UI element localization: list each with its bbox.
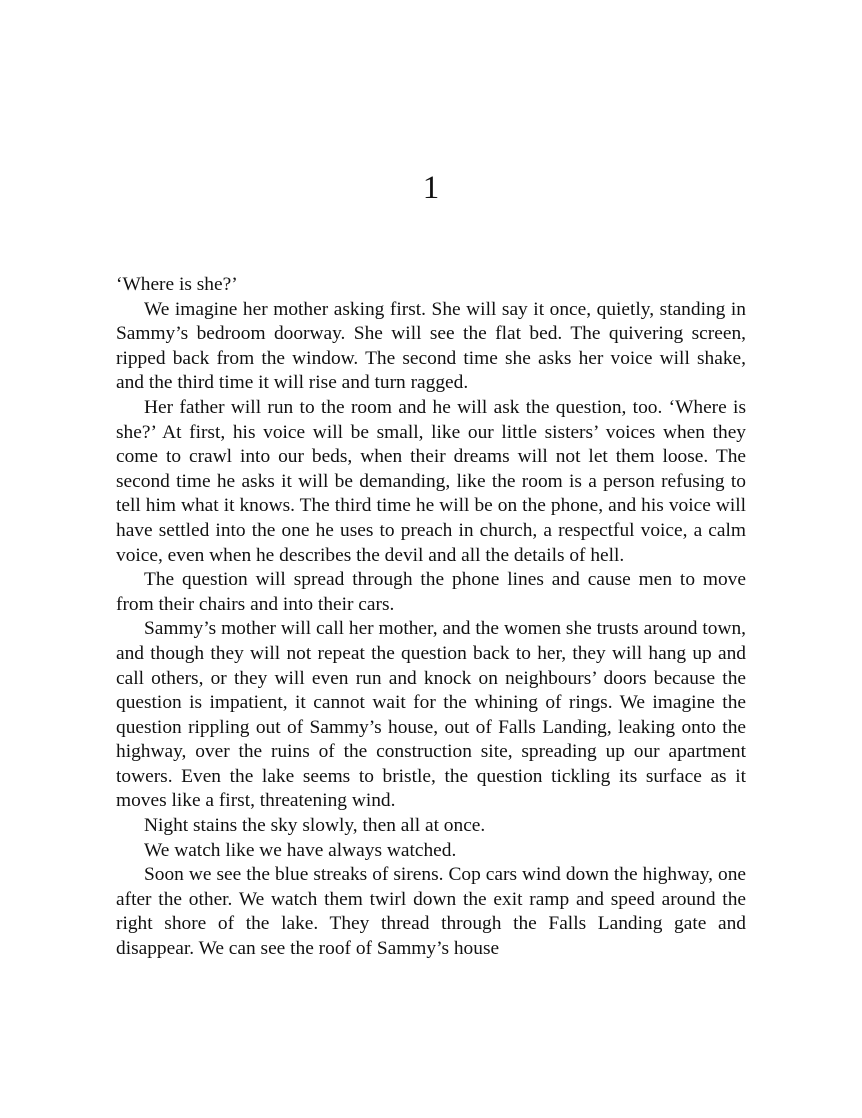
paragraph: Night stains the sky slowly, then all at once. (144, 815, 486, 837)
paragraph: We watch like we have always watched. (144, 839, 457, 861)
paragraph: Her father will run to the room and he will ask the question, too. ‘Where is she?’ At first, his voice will be small, like our little sisters’ voices when they come to crawl into our beds, when their dreams will not let them loose. The second time he asks it will be demanding, like the room is a person refusing to tell him what it knows. The third time he will be on the phone, and his voice will have settled into the one he uses to preach in church, a respectful voice, a calm voice, even when he describes the devil and all the details of hell. (116, 396, 746, 566)
paragraph: We imagine her mother asking first. She will say it once, quietly, standing in Sammy’s bedroom doorway. She will see the flat bed. The quivering screen, ripped back from the window. The second time she asks her voice will shake, and the third time it will rise and turn ragged. (116, 298, 746, 394)
paragraph: Sammy’s mother will call her mother, and the women she trusts around town, and though they will not repeat the question back to her, they will hang up and call others, or they will even run and knock on neighbours’ doors because the question is impatient, it cannot wait for the whining of rings. We imagine the question rippling out of Sammy’s house, out of Falls Landing, leaking onto the highway, over the ruins of the construction site, spreading up our apartment towers. Even the lake seems to bristle, the question tickling its surface as it moves like a first, threatening wind. (116, 618, 746, 812)
chapter-number: 1 (422, 170, 440, 206)
paragraph: Soon we see the blue streaks of sirens. Cop cars wind down the highway, one after the other. We watch them twirl down the exit ramp and speed around the right shore of the lake. They thread through the Falls Landing gate and disappear. We can see the roof of Sammy’s house (116, 864, 746, 960)
chapter-body (116, 273, 746, 962)
paragraph: ‘Where is she?’ (116, 274, 238, 295)
paragraph: The question will spread through the phone lines and cause men to move from their chairs and into their cars. (116, 569, 746, 615)
